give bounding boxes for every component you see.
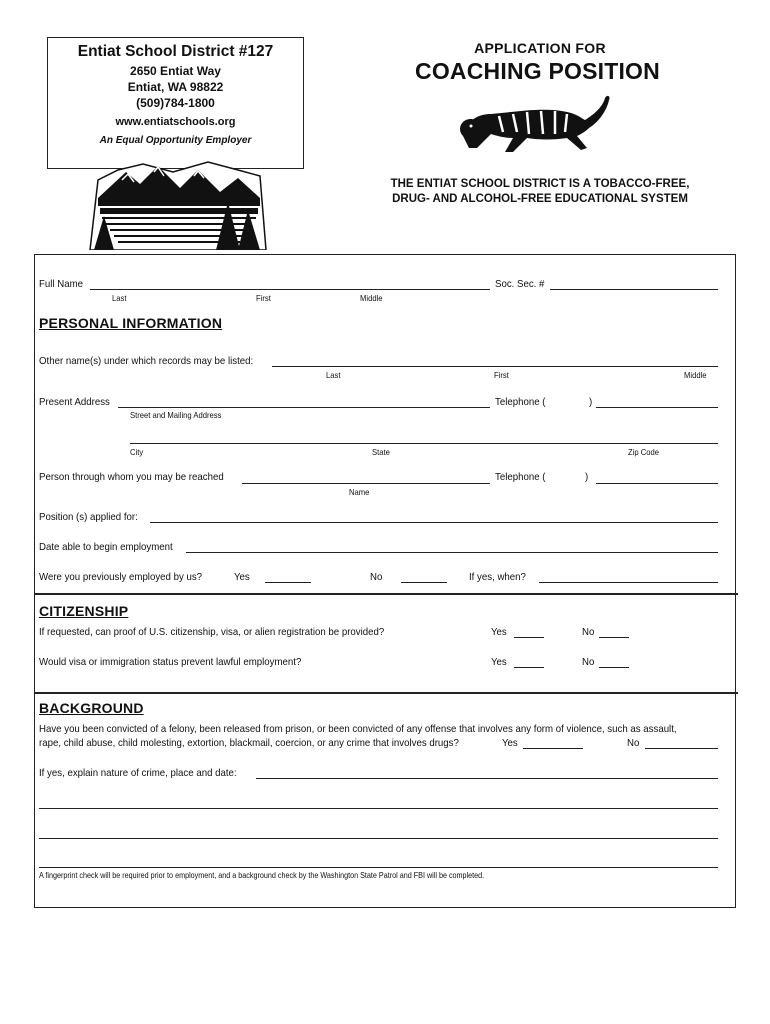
citizenship-proof-yes-label: Yes: [491, 626, 507, 638]
background-heading: BACKGROUND: [39, 700, 144, 716]
district-address-line1: 2650 Entiat Way: [130, 64, 221, 78]
explain-crime-field-1[interactable]: [256, 778, 718, 779]
citizenship-proof-yes-field[interactable]: [514, 637, 544, 638]
city-caption: City: [130, 447, 144, 457]
other-names-label: Other name(s) under which records may be listed:: [39, 355, 254, 367]
visa-status-yes-field[interactable]: [514, 667, 544, 668]
present-address-label: Present Address: [39, 396, 110, 408]
present-address-field[interactable]: [118, 407, 490, 408]
felony-no-field[interactable]: [645, 748, 718, 749]
previously-employed-label: Were you previously employed by us?: [39, 571, 203, 583]
positions-field[interactable]: [150, 522, 718, 523]
person-reached-field[interactable]: [242, 483, 490, 484]
mountain-lake-illustration: [88, 158, 268, 250]
application-for-heading: APPLICATION FOR: [474, 40, 606, 56]
ssn-label: Soc. Sec. #: [495, 278, 545, 290]
date-begin-label: Date able to begin employment: [39, 541, 173, 553]
address-telephone-label: Telephone (: [495, 396, 546, 408]
citizenship-divider: [34, 593, 738, 595]
previously-employed-no-label: No: [370, 571, 383, 583]
citizenship-proof-no-label: No: [582, 626, 595, 638]
previously-employed-no-field[interactable]: [401, 582, 447, 583]
ssn-field[interactable]: [550, 289, 718, 290]
state-caption: State: [372, 447, 390, 457]
city-state-zip-field[interactable]: [130, 443, 718, 444]
explain-crime-label: If yes, explain nature of crime, place and date:: [39, 767, 237, 779]
policy-line-1: THE ENTIAT SCHOOL DISTRICT IS A TOBACCO-FREE,: [390, 178, 690, 190]
full-name-last-caption: Last: [112, 293, 127, 303]
explain-crime-field-3[interactable]: [39, 838, 718, 839]
other-names-field[interactable]: [272, 366, 718, 367]
other-names-middle-caption: Middle: [684, 370, 707, 380]
full-name-first-caption: First: [256, 293, 271, 303]
if-yes-when-field[interactable]: [539, 582, 718, 583]
personal-information-heading: PERSONAL INFORMATION: [39, 315, 223, 331]
date-begin-field[interactable]: [186, 552, 718, 553]
tiger-mascot-illustration: [455, 92, 615, 162]
district-website: www.entiatschools.org: [115, 116, 236, 128]
district-address-line2: Entiat, WA 98822: [127, 80, 224, 94]
felony-no-label: No: [627, 737, 640, 749]
tobacco-free-statement: [360, 177, 720, 207]
visa-status-no-field[interactable]: [599, 667, 629, 668]
district-phone: (509)784-1800: [136, 96, 215, 110]
equal-opportunity-text: An Equal Opportunity Employer: [99, 135, 252, 146]
visa-status-no-label: No: [582, 656, 595, 668]
felony-yes-label: Yes: [502, 737, 518, 749]
felony-question-line2: rape, child abuse, child molesting, extortion, blackmail, coercion, or any crime that involves drugs?: [39, 737, 459, 749]
district-name: Entiat School District #127: [77, 43, 274, 60]
background-divider: [34, 692, 738, 694]
explain-crime-field-2[interactable]: [39, 808, 718, 809]
if-yes-when-label: If yes, when?: [469, 571, 526, 583]
coaching-position-title: COACHING POSITION: [415, 58, 660, 84]
fingerprint-notice: A fingerprint check will be required prior to employment, and a background check by the Washington State Patrol and FBI will be completed.: [39, 871, 485, 880]
previously-employed-yes-field[interactable]: [265, 582, 311, 583]
visa-status-question: Would visa or immigration status prevent lawful employment?: [39, 656, 302, 668]
citizenship-proof-no-field[interactable]: [599, 637, 629, 638]
explain-crime-field-4[interactable]: [39, 867, 718, 868]
zip-caption: Zip Code: [628, 447, 660, 457]
contact-telephone-label: Telephone (: [495, 471, 546, 483]
previously-employed-yes-label: Yes: [234, 571, 250, 583]
person-reached-label: Person through whom you may be reached: [39, 471, 224, 483]
name-caption: Name: [349, 487, 370, 497]
citizenship-proof-question: If requested, can proof of U.S. citizenship, visa, or alien registration be provided?: [39, 626, 385, 638]
full-name-field[interactable]: [90, 289, 490, 290]
street-caption: Street and Mailing Address: [130, 410, 222, 420]
visa-status-yes-label: Yes: [491, 656, 507, 668]
contact-telephone-paren: ): [585, 471, 589, 483]
full-name-label: Full Name: [39, 278, 84, 290]
policy-line-2: DRUG- AND ALCOHOL-FREE EDUCATIONAL SYSTEM: [392, 193, 688, 205]
other-names-last-caption: Last: [326, 370, 341, 380]
felony-question-line1: Have you been convicted of a felony, been released from prison, or been convicted of any offense that involves any form of violence, such as assault,: [39, 723, 677, 735]
citizenship-heading: CITIZENSHIP: [39, 603, 129, 619]
full-name-middle-caption: Middle: [360, 293, 383, 303]
contact-telephone-field[interactable]: [596, 483, 718, 484]
positions-label: Position (s) applied for:: [39, 511, 138, 523]
district-address-box: [47, 37, 304, 169]
felony-yes-field[interactable]: [523, 748, 583, 749]
other-names-first-caption: First: [494, 370, 509, 380]
address-telephone-field[interactable]: [596, 407, 718, 408]
address-telephone-paren: ): [589, 396, 593, 408]
